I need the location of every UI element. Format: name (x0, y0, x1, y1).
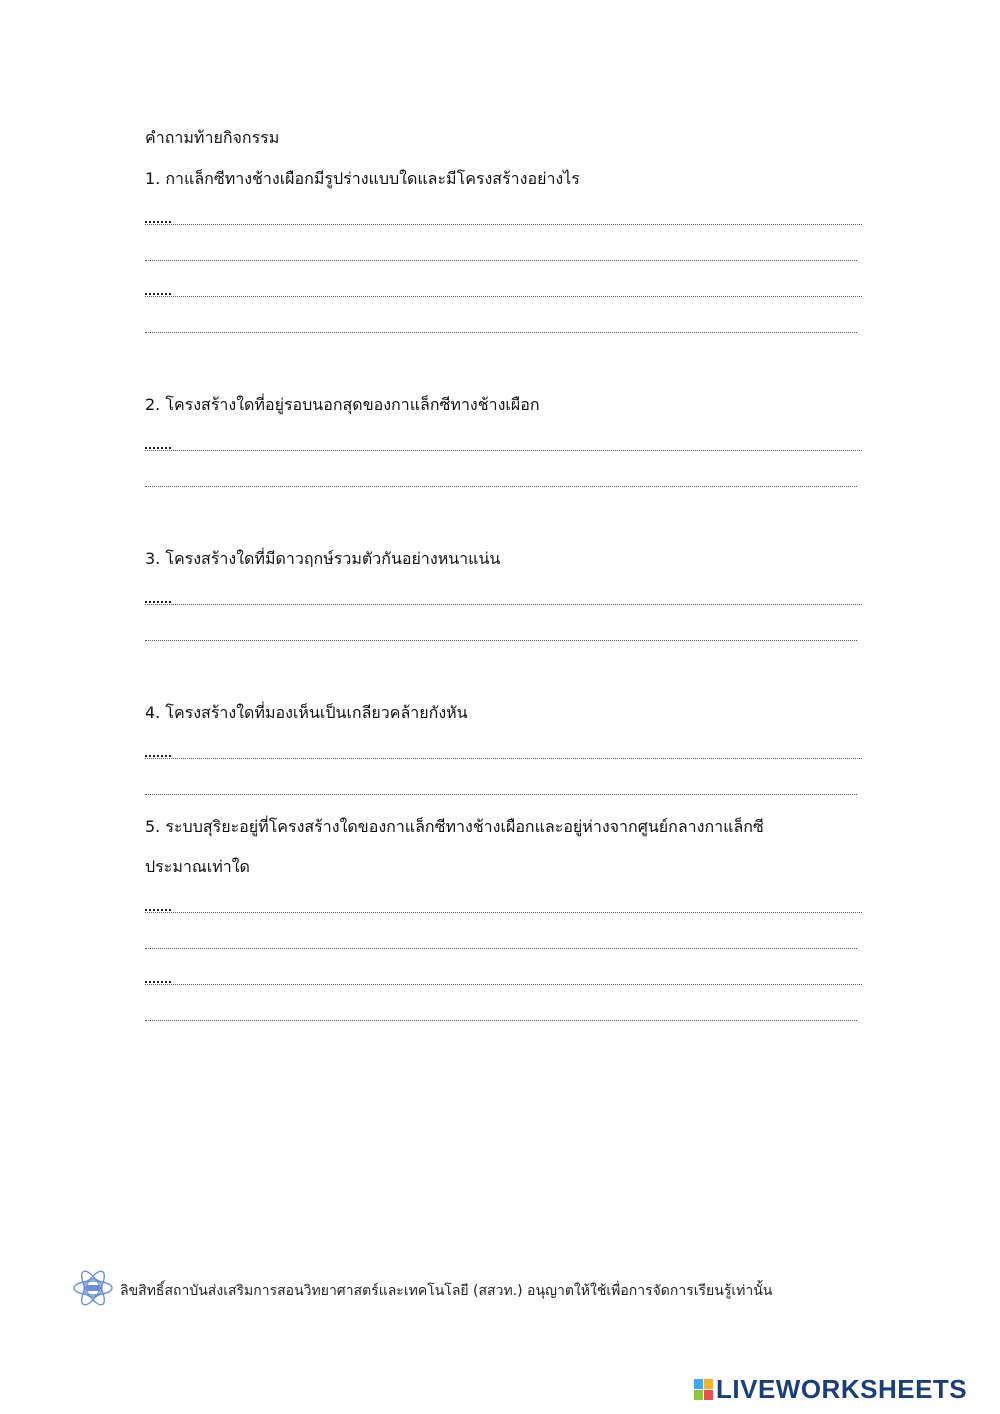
answer-line[interactable] (145, 332, 857, 333)
answer-line[interactable] (145, 758, 862, 759)
question-2: 2. โครงสร้างใดที่อยู่รอบนอกสุดของกาแล็กซีทางช้างเผือก (145, 395, 540, 414)
answer-line[interactable] (145, 604, 862, 605)
liveworksheets-logo-text: LIVEWORKSHEETS (716, 1374, 968, 1404)
copyright-footer (72, 1266, 832, 1310)
ipst-atom-logo-icon (72, 1266, 114, 1310)
liveworksheets-badge-icon (694, 1379, 714, 1401)
answer-line[interactable] (145, 450, 862, 451)
answer-line[interactable] (145, 640, 857, 641)
answer-line[interactable] (145, 224, 862, 225)
page-heading: คำถามท้ายกิจกรรม (145, 128, 280, 147)
answer-line[interactable] (145, 1020, 857, 1021)
answer-line[interactable] (145, 948, 857, 949)
answer-line[interactable] (145, 486, 857, 487)
answer-line[interactable] (145, 794, 857, 795)
question-5-line-1: 5. ระบบสุริยะอยู่ที่โครงสร้างใดของกาแล็กซีทางช้างเผือกและอยู่ห่างจากศูนย์กลางกาแล็กซี (145, 817, 764, 836)
answer-line[interactable] (145, 260, 857, 261)
answer-line[interactable] (145, 912, 862, 913)
copyright-text: ลิขสิทธิ์สถาบันส่งเสริมการสอนวิทยาศาสตร์และเทคโนโลยี (สสวท.) อนุญาตให้ใช้เพื่อการจัดการเรียนรู้เท่านั้น (120, 1283, 773, 1299)
answer-line[interactable] (145, 984, 862, 985)
question-5-line-2: ประมาณเท่าใด (145, 857, 250, 876)
question-1: 1. กาแล็กซีทางช้างเผือกมีรูปร่างแบบใดและมีโครงสร้างอย่างไร (145, 169, 580, 188)
question-3: 3. โครงสร้างใดที่มีดาวฤกษ์รวมตัวกันอย่างหนาแน่น (145, 549, 501, 568)
answer-line[interactable] (145, 296, 862, 297)
question-4: 4. โครงสร้างใดที่มองเห็นเป็นเกลียวคล้ายกังหัน (145, 703, 468, 722)
